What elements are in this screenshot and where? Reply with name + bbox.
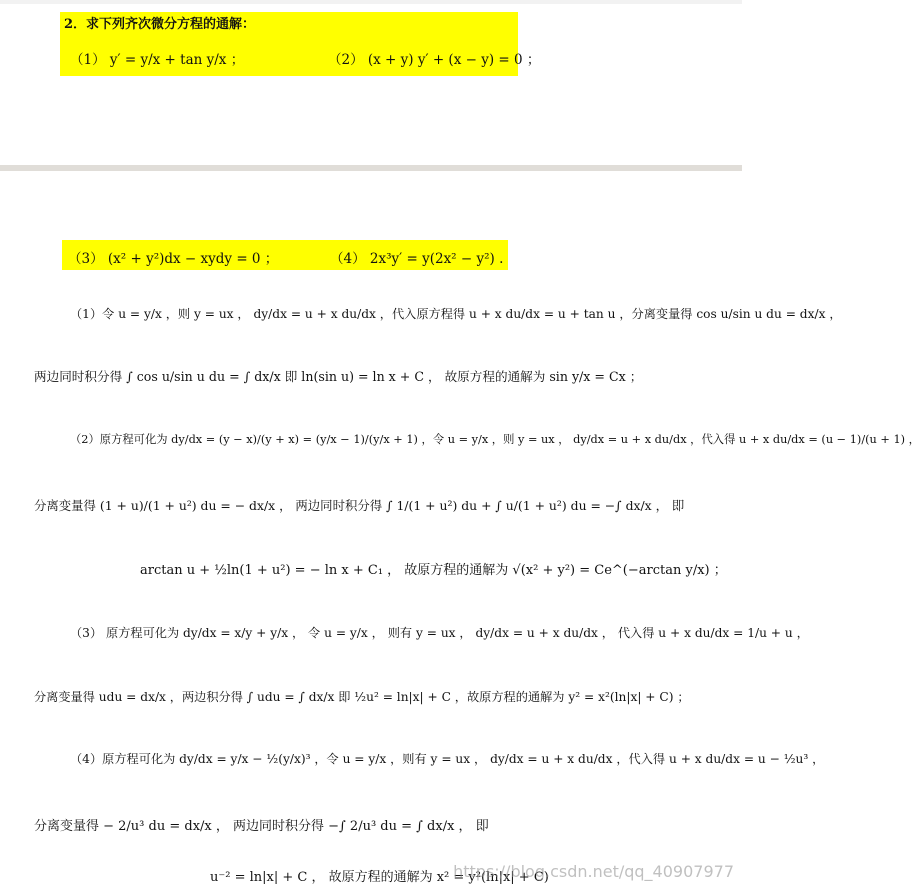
problem-title: 2．求下列齐次微分方程的通解： — [64, 17, 256, 32]
solution-line-5: arctan u + ½ln(1 + u²) = − ln x + C₁ ， 故原方程的通解为 √(x² + y²) = Ce^(−arctan y/x) ； — [140, 563, 727, 578]
solution-line-1: （1）令 u = y/x ，则 y = ux ， dy/dx = u + x du/dx ，代入原方程得 u + x du/dx = u + tan u ，分离变量得 cos u/sin u du = dx/x ， — [70, 307, 842, 321]
solution-line-10: u⁻² = ln|x| + C ， 故原方程的通解为 x² = y²(ln|x| + C) — [210, 870, 549, 885]
solution-line-7: 分离变量得 udu = dx/x ，两边积分得 ∫ udu = ∫ dx/x 即 ½u² = ln|x| + C ，故原方程的通解为 y² = x²(ln|x| + C) ； — [34, 690, 690, 704]
solution-line-4: 分离变量得 (1 + u)/(1 + u²) du = − dx/x ， 两边同时积分得 ∫ 1/(1 + u²) du + ∫ u/(1 + u²) du = −∫ dx/x ， 即 — [34, 498, 685, 513]
solution-line-6: （3） 原方程可化为 dy/dx = x/y + y/x ， 令 u = y/x ， 则有 y = ux ， dy/dx = u + x du/dx ， 代入得 u + x du/dx = 1/u + u ， — [70, 626, 809, 640]
solution-line-2: 两边同时积分得 ∫ cos u/sin u du = ∫ dx/x 即 ln(sin u) = ln x + C ， 故原方程的通解为 sin y/x = Cx ； — [34, 369, 643, 384]
equation-3: （3） (x² + y²)dx − xydy = 0 ； — [68, 251, 279, 267]
equation-2: （2） (x + y) y′ + (x − y) = 0 ； — [328, 52, 541, 68]
csdn-watermark: https://blog.csdn.net/qq_40907977 — [453, 862, 734, 881]
solution-line-3: （2）原方程可化为 dy/dx = (y − x)/(y + x) = (y/x − 1)/(y/x + 1) ，令 u = y/x ，则 y = ux ， dy/dx = u + x du/dx ，代入得 u + x du/dx = (u − 1)/(u + 1) ， — [70, 433, 920, 446]
equation-1: （1） y′ = y/x + tan y/x ； — [70, 52, 245, 68]
solution-line-8: （4）原方程可化为 dy/dx = y/x − ½(y/x)³ ，令 u = y/x ，则有 y = ux ， dy/dx = u + x du/dx ，代入得 u + x du/dx = u − ½u³ ， — [70, 752, 825, 766]
equation-4: （4） 2x³y′ = y(2x² − y²) . — [330, 251, 504, 267]
top-strip — [0, 0, 742, 4]
page-divider — [0, 165, 742, 171]
solution-line-9: 分离变量得 − 2/u³ du = dx/x ， 两边同时积分得 −∫ 2/u³ du = ∫ dx/x ， 即 — [34, 819, 489, 834]
